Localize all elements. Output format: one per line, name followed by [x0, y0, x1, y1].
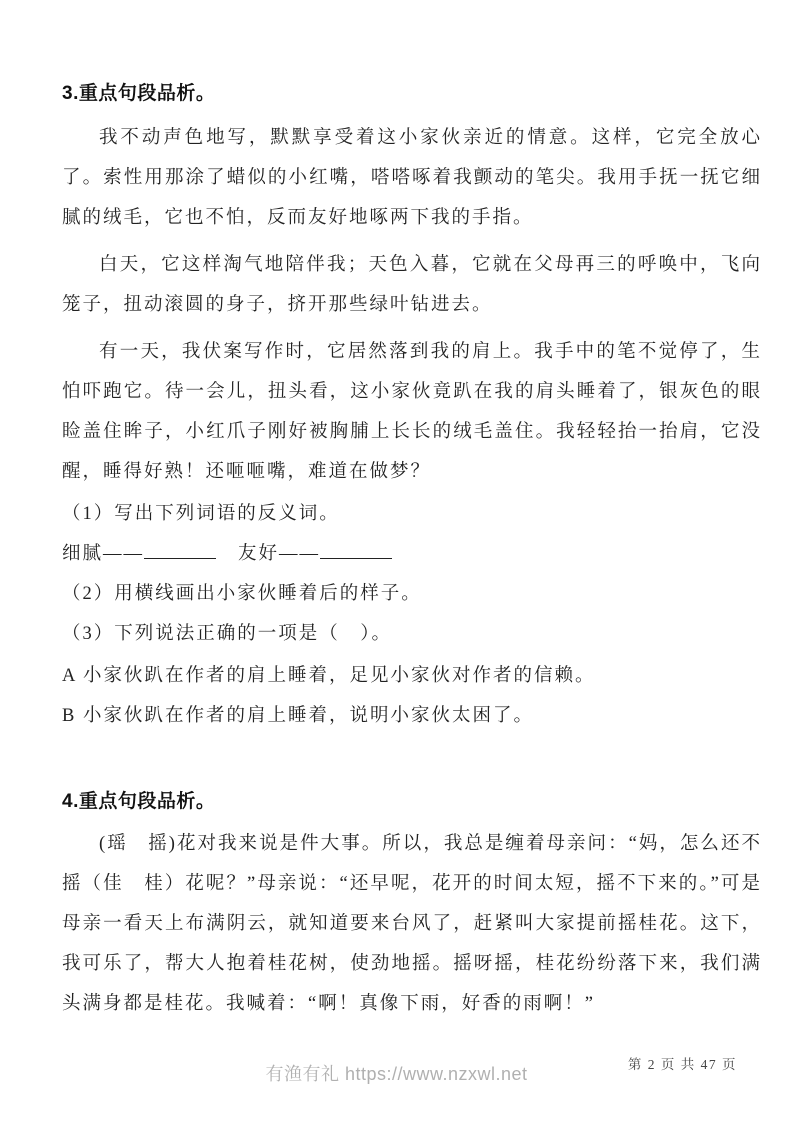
answer-blank-2[interactable]: [320, 540, 392, 560]
section-3: [62, 80, 762, 736]
section-4: [62, 788, 762, 1024]
section-3-heading: 3.重点句段品析。: [62, 83, 216, 104]
antonym-label-2: 友好——: [238, 544, 321, 564]
option-a: A 小家伙趴在作者的肩上睡着，足见小家伙对作者的信赖。: [62, 666, 596, 686]
page-number: 第 2 页 共 47 页: [627, 1057, 737, 1072]
question-3: （3）下列说法正确的一项是（ ）。: [62, 624, 393, 644]
document-content: [62, 80, 762, 1024]
passage-paragraph-2: 白天，它这样淘气地陪伴我；天色入暮，它就在父母再三的呼唤中，飞向笼子，扭动滚圆的身子，挤开那些绿叶钻进去。: [62, 255, 762, 315]
option-b: B 小家伙趴在作者的肩上睡着，说明小家伙太困了。: [62, 706, 534, 726]
antonym-label-1: 细腻——: [62, 544, 145, 564]
passage-paragraph-4: (瑶 摇)花对我来说是件大事。所以，我总是缠着母亲问：“妈，怎么还不摇（佳 桂）花呢？”母亲说：“还早呢，花开的时间太短，摇不下来的。”可是母亲一看天上布满阴云，就知道要来台风了，赶紧叫大家提前摇桂花。这下，我可乐了，帮大人抱着桂花树，使劲地摇。摇呀摇，桂花纷纷落下来，我们满头满身都是桂花。我喊着：“啊！真像下雨，好香的雨啊！”: [62, 834, 762, 1014]
question-2: （2）用横线画出小家伙睡着后的样子。: [62, 584, 422, 604]
antonym-item-1: [62, 544, 216, 564]
antonym-blank-row: [62, 534, 762, 574]
passage-paragraph-3: 有一天，我伏案写作时，它居然落到我的肩上。我手中的笔不觉停了，生怕吓跑它。待一会儿，扭头看，这小家伙竟趴在我的肩头睡着了，银灰色的眼睑盖住眸子，小红爪子刚好被胸脯上长长的绒毛盖住。我轻轻抬一抬肩，它没醒，睡得好熟！还咂咂嘴，难道在做梦？: [62, 342, 762, 482]
question-1: （1）写出下列词语的反义词。: [62, 504, 340, 524]
section-4-heading: 4.重点句段品析。: [62, 791, 216, 812]
passage-paragraph-1: 我不动声色地写，默默享受着这小家伙亲近的情意。这样，它完全放心了。索性用那涂了蜡似的小红嘴，嗒嗒啄着我颤动的笔尖。我用手抚一抚它细腻的绒毛，它也不怕，反而友好地啄两下我的手指。: [62, 128, 762, 228]
watermark-link[interactable]: 有渔有礼 https://www.nzxwl.net: [265, 1064, 528, 1084]
antonym-item-2: [238, 544, 392, 564]
answer-blank-1[interactable]: [144, 540, 216, 560]
